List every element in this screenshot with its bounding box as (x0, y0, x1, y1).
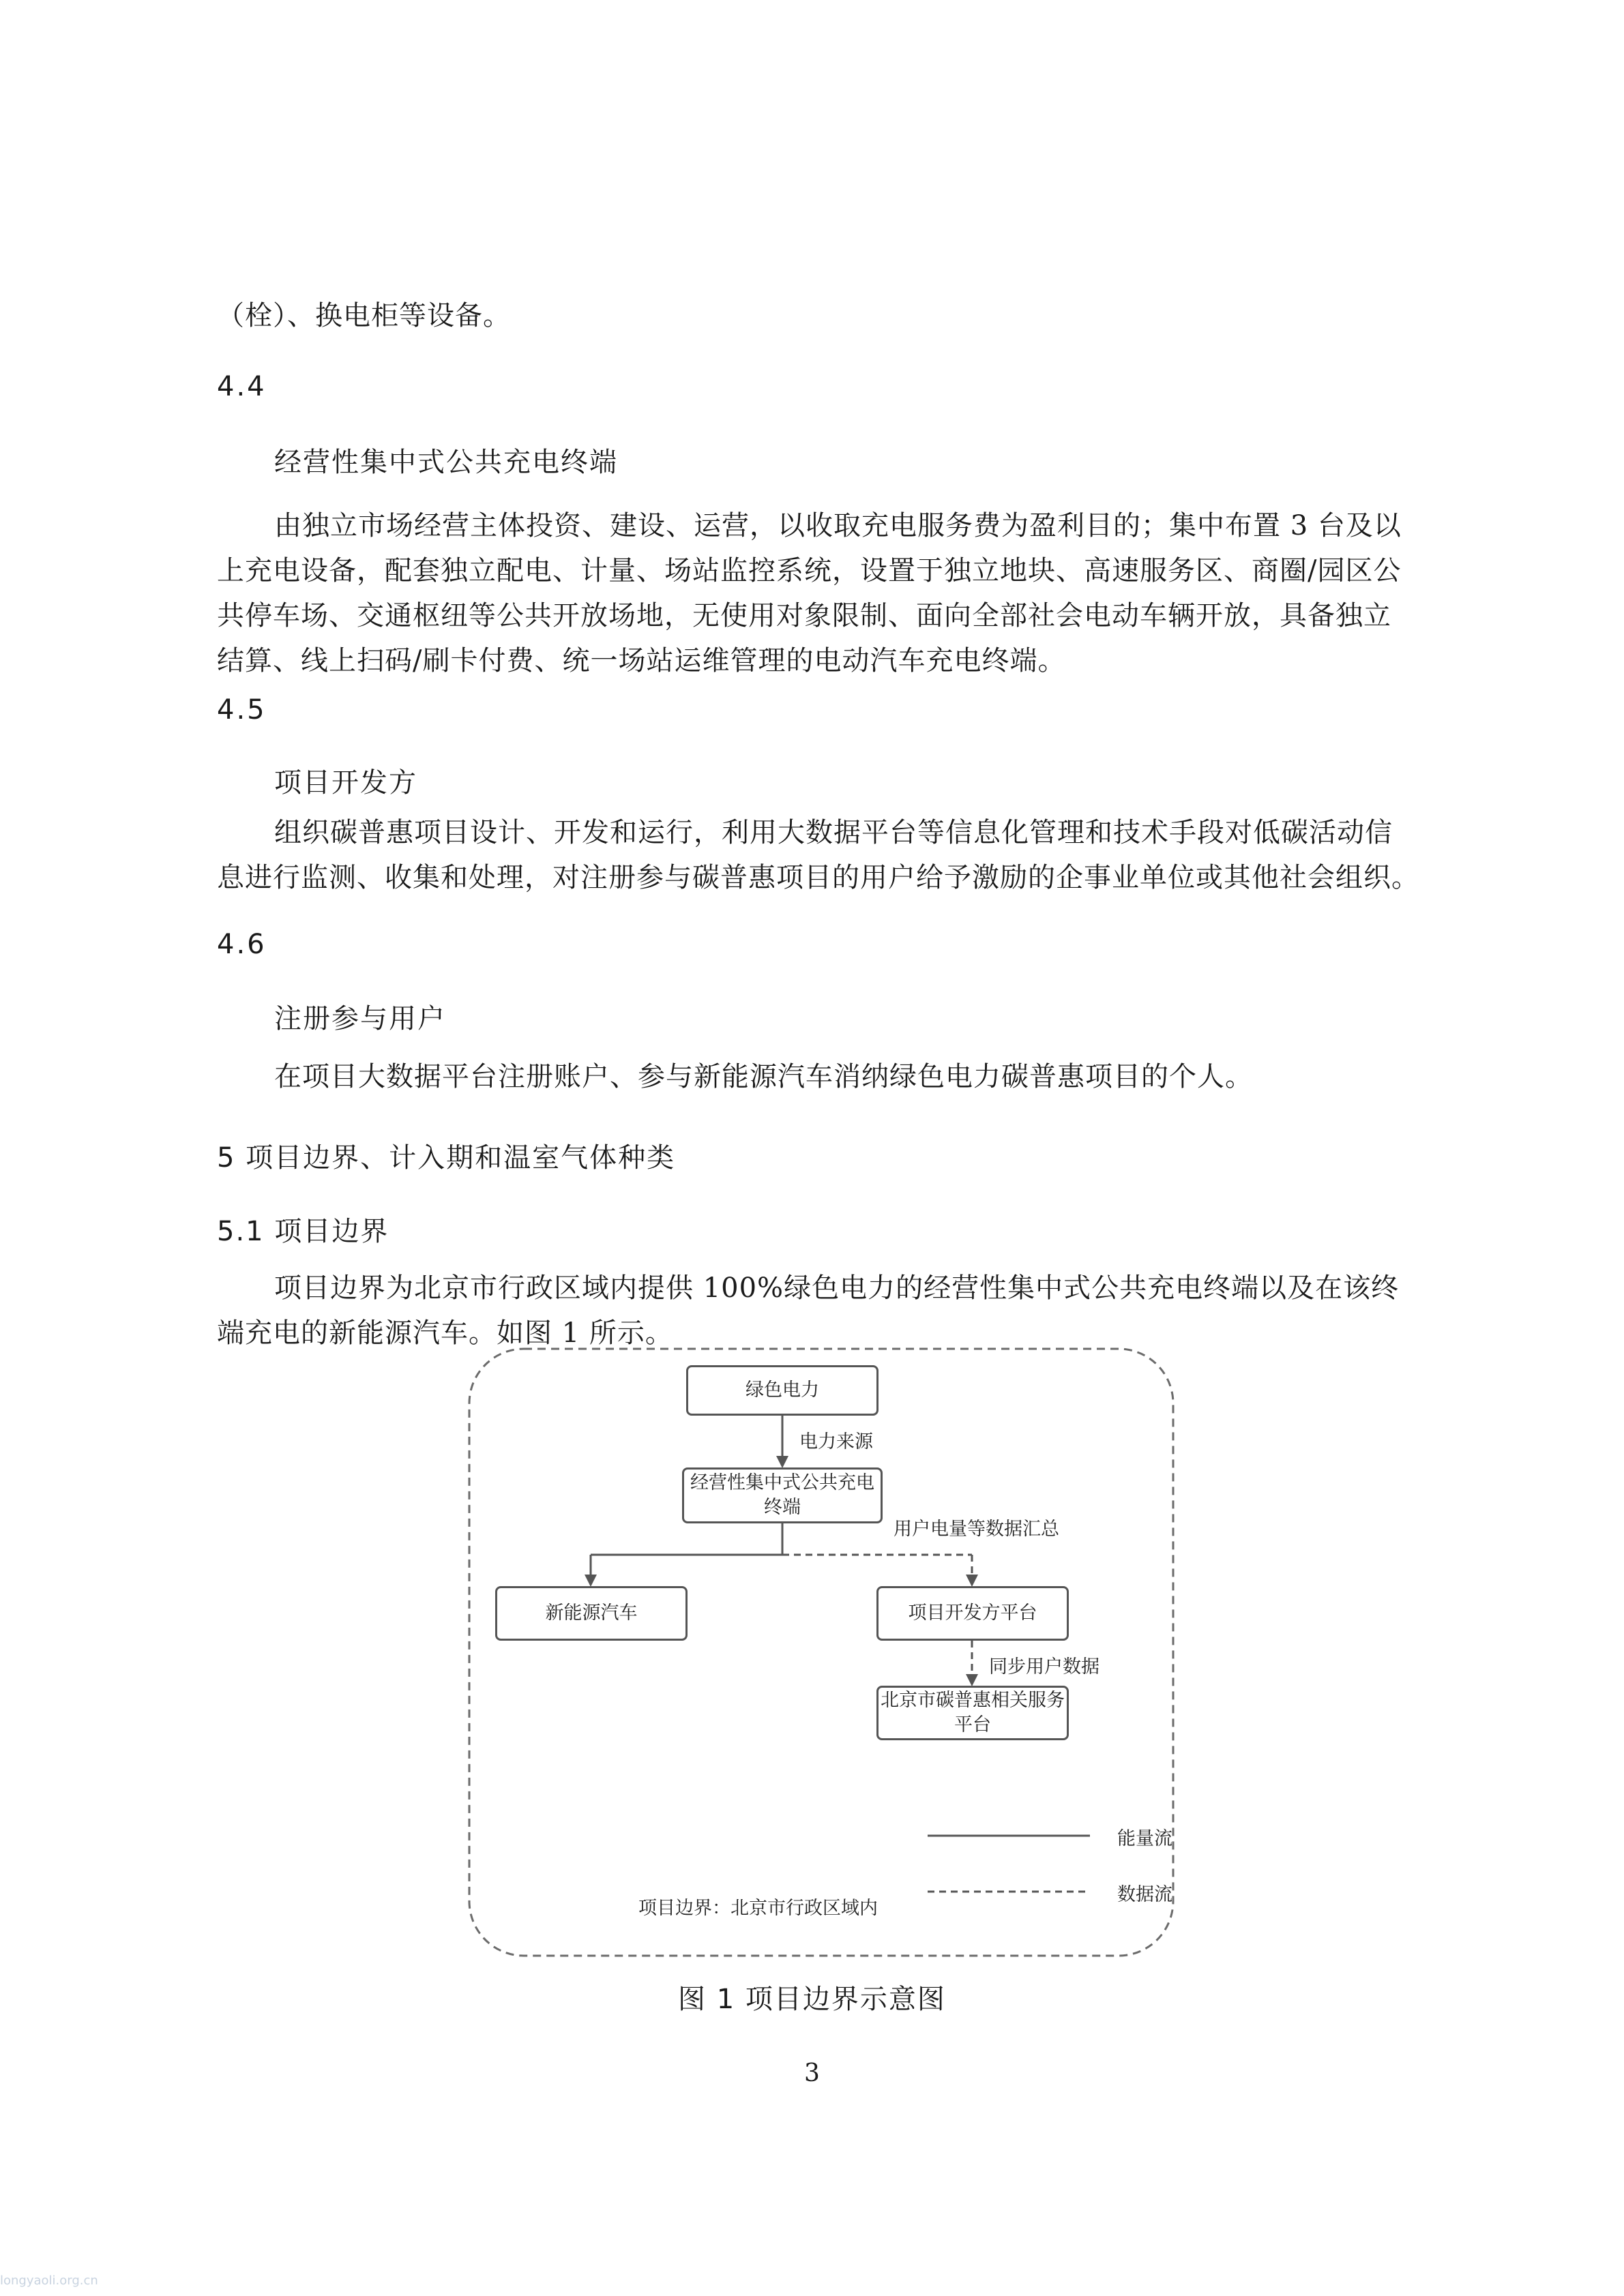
definition-line: 上充电设备，配套独立配电、计量、场站监控系统，设置于独立地块、高速服务区、商圈/园区公 (217, 555, 1402, 586)
term-title-4-6: 注册参与用户 (274, 1003, 446, 1034)
legend-data-label: 数据流 (1117, 1884, 1172, 1905)
nev-label: 新能源汽车 (545, 1602, 638, 1624)
definition-line: 共停车场、交通枢纽等公共开放场地，无使用对象限制、面向全部社会电动车辆开放，具备独立 (217, 600, 1391, 631)
figure-caption: 图 1 项目边界示意图 (678, 1984, 946, 2015)
green-power-label: 绿色电力 (745, 1380, 819, 1401)
section-number-4-4: 4.4 (217, 371, 267, 402)
definition-line: 结算、线上扫码/刷卡付费、统一场站运维管理的电动汽车充电终端。 (217, 645, 1066, 676)
paragraph-line: 项目边界为北京市行政区域内提供 100%绿色电力的经营性集中式公共充电终端以及在该终 (274, 1272, 1400, 1304)
definition-4-4 (217, 503, 1431, 683)
definition-line: 在项目大数据平台注册账户、参与新能源汽车消纳绿色电力碳普惠项目的个人。 (274, 1061, 1253, 1092)
paragraph-5-1 (217, 1266, 1431, 1356)
beijing-platform-label: 北京市碳普惠相关服务 平台 (881, 1690, 1065, 1735)
sync-data-label: 同步用户数据 (989, 1656, 1099, 1678)
definition-4-6 (217, 1054, 1431, 1099)
data-summary-label: 用户电量等数据汇总 (894, 1519, 1059, 1540)
section-5-heading: 5 项目边界、计入期和温室气体种类 (217, 1142, 676, 1174)
definition-line: 由独立市场经营主体投资、建设、运营，以收取充电服务费为盈利目的；集中布置 3 台及以 (274, 510, 1402, 541)
charging-terminal-label: 经营性集中式公共充电 终端 (690, 1472, 874, 1518)
green-power-box (686, 1365, 879, 1416)
section-number-4-6: 4.6 (217, 929, 267, 960)
developer-platform-box (876, 1586, 1069, 1641)
continuation-text: （栓）、换电柜等设备。 (217, 300, 511, 331)
definition-4-5 (217, 810, 1431, 900)
paragraph-line: 端充电的新能源汽车。如图 1 所示。 (217, 1317, 673, 1349)
developer-platform-label: 项目开发方平台 (908, 1602, 1037, 1624)
charging-terminal-box (682, 1467, 883, 1523)
term-title-4-5: 项目开发方 (274, 767, 417, 799)
page-number: 3 (804, 2059, 820, 2087)
legend-energy-label: 能量流 (1117, 1828, 1172, 1849)
boundary-label: 项目边界：北京市行政区域内 (638, 1898, 878, 1919)
nev-box (495, 1586, 688, 1641)
beijing-platform-box (876, 1686, 1069, 1740)
watermark: longyaoli.org.cn (0, 2273, 98, 2288)
power-source-label: 电力来源 (799, 1431, 873, 1452)
section-number-4-5: 4.5 (217, 694, 267, 726)
term-title-4-4: 经营性集中式公共充电终端 (274, 447, 618, 478)
definition-line: 息进行监测、收集和处理，对注册参与碳普惠项目的用户给予激励的企事业单位或其他社会组织。 (217, 862, 1419, 893)
section-5-1-heading: 5.1 项目边界 (217, 1216, 389, 1247)
boundary-frame (469, 1349, 1173, 1956)
definition-line: 组织碳普惠项目设计、开发和运行，利用大数据平台等信息化管理和技术手段对低碳活动信 (274, 817, 1393, 848)
